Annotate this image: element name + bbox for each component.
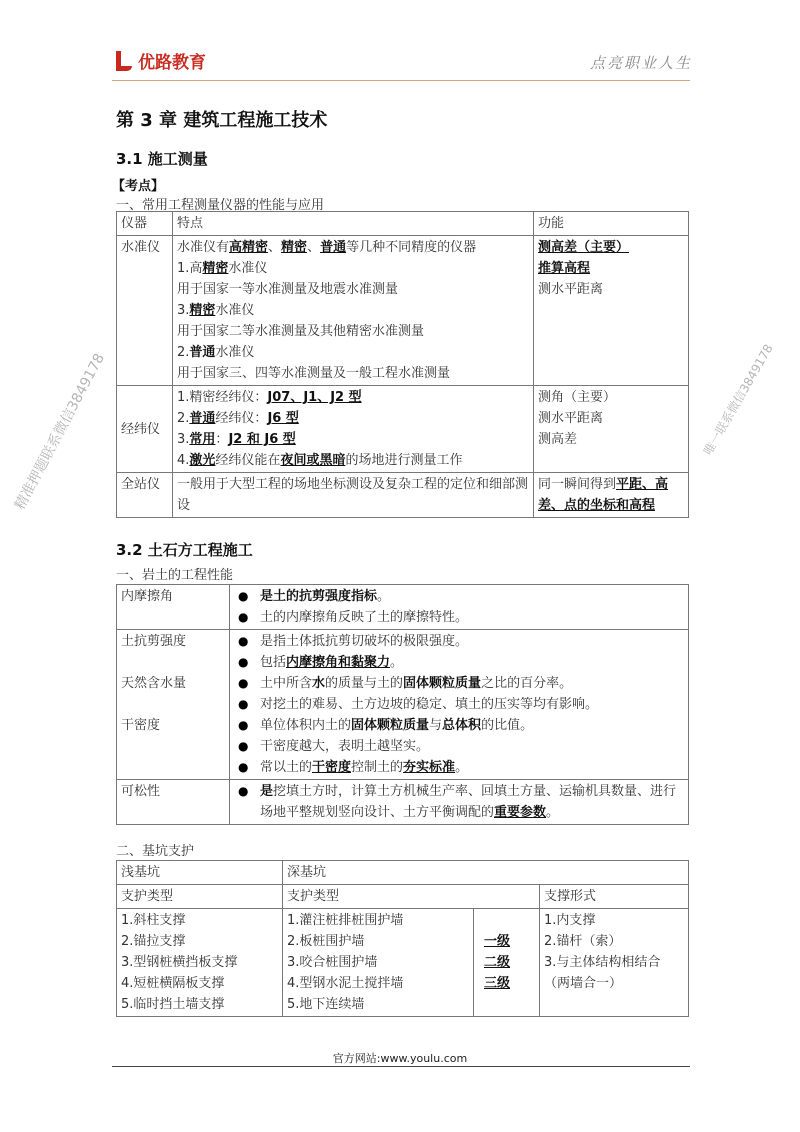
levels-cell xyxy=(474,909,540,1017)
pit-support-table xyxy=(116,860,689,1017)
list-item: 1.灌注桩排桩围护墙 xyxy=(287,913,404,928)
list-item: 5.地下连续墙 xyxy=(287,997,365,1012)
text-segment: 的场地进行测量工作 xyxy=(345,453,463,468)
text-segment: 水准仪 xyxy=(228,261,268,276)
text-segment: 3. xyxy=(177,432,190,447)
youlu-logo xyxy=(116,48,206,73)
bullets-cell xyxy=(230,585,689,630)
text-segment: 2. xyxy=(177,411,190,426)
emphasis-text: 是 xyxy=(260,784,274,799)
text-segment: 4. xyxy=(177,453,190,468)
text-segment: 常以土的 xyxy=(260,760,313,775)
text-segment: 干密度越大，表明土越坚实。 xyxy=(260,739,430,754)
text-line xyxy=(538,258,684,279)
emphasis-text: 总体积 xyxy=(442,718,482,733)
emphasis-text: 平距、高差、点的坐标和高程 xyxy=(538,477,669,513)
bullet-item xyxy=(234,586,684,607)
text-segment: 与 xyxy=(429,718,443,733)
text-segment: 土中所含 xyxy=(260,676,313,691)
brace-items-cell xyxy=(540,909,689,1017)
bullet-icon: ● xyxy=(238,634,249,648)
text-line xyxy=(177,342,529,363)
table-row xyxy=(117,780,689,825)
text-segment: 。 xyxy=(377,589,391,604)
watermark: 精准押题联系微信3849178 xyxy=(12,351,108,513)
text-segment: 包括 xyxy=(260,655,287,670)
list-item: 1.内支撑 xyxy=(544,913,596,928)
text-segment: 2. xyxy=(177,345,190,360)
text-line xyxy=(260,781,684,823)
features-cell xyxy=(173,236,534,386)
text-line xyxy=(260,694,598,715)
deep-items-cell xyxy=(283,909,474,1017)
emphasis-text: 夯实标准 xyxy=(403,760,456,775)
property-name: 天然含水量 xyxy=(121,676,187,691)
section-3-1-title: 3.1 施工测量 xyxy=(116,150,208,168)
table3-caption: 二、基坑支护 xyxy=(116,844,195,859)
table2-caption: 一、岩土的工程性能 xyxy=(116,568,234,583)
bullet-item xyxy=(234,757,684,778)
bullet-item xyxy=(234,673,684,694)
bullets-cell xyxy=(230,630,689,780)
text-segment: 的比值。 xyxy=(481,718,534,733)
bullet-item xyxy=(234,652,684,673)
list-item: 2.锚拉支撑 xyxy=(121,934,186,949)
bullet-item xyxy=(234,736,684,757)
text-segment: 经纬仪能在 xyxy=(215,453,281,468)
text-segment: 等几种不同精度的仪器 xyxy=(346,240,477,255)
text-segment: 挖填土方时，计算土方机械生产率、回填土方量、运输机具数量、进行场地平整规划竖向设计、土方平衡调配的 xyxy=(260,784,677,820)
text-segment: 用于国家一等水准测量及地震水准测量 xyxy=(177,282,399,297)
emphasis-text: 夜间或黑暗 xyxy=(280,453,346,468)
text-segment: 。 xyxy=(546,805,560,820)
table-row xyxy=(117,473,689,518)
logo-mark-icon xyxy=(116,51,134,71)
text-line xyxy=(538,279,684,300)
text-line xyxy=(538,474,684,516)
table-row xyxy=(117,585,689,630)
property-name: 可松性 xyxy=(121,784,161,799)
list-item: 3.与主体结构相结合（两墙合一） xyxy=(544,955,661,991)
text-line xyxy=(260,652,403,673)
text-line xyxy=(177,279,529,300)
text-segment: 3. xyxy=(177,303,190,318)
table1-caption: 一、常用工程测量仪器的性能与应用 xyxy=(116,198,325,213)
bullet-item xyxy=(234,781,684,823)
bullet-item xyxy=(234,631,684,652)
features-cell xyxy=(173,473,534,518)
header-cell: 特点 xyxy=(173,212,534,236)
emphasis-text: 干密度 xyxy=(312,760,352,775)
text-line xyxy=(177,321,529,342)
soil-properties-table xyxy=(116,584,689,825)
header-divider xyxy=(112,80,690,81)
text-segment: 水准仪有 xyxy=(177,240,230,255)
emphasis-text: 精密 xyxy=(202,261,229,276)
text-segment: 测水平距离 xyxy=(538,282,604,297)
text-line xyxy=(177,450,529,471)
emphasis-text: 固体颗粒质量 xyxy=(351,718,430,733)
table-row xyxy=(117,630,689,780)
emphasis-text: J2 和 J6 型 xyxy=(228,432,296,447)
text-line xyxy=(260,673,572,694)
text-line xyxy=(177,258,529,279)
emphasis-text: 常用 xyxy=(189,432,216,447)
emphasis-text: 固体颗粒质量 xyxy=(403,676,482,691)
emphasis-text: 普通 xyxy=(189,411,216,426)
bullet-icon: ● xyxy=(238,676,249,690)
features-cell xyxy=(173,386,534,473)
text-line xyxy=(177,363,529,384)
bullet-icon: ● xyxy=(238,718,249,732)
text-segment: 水准仪 xyxy=(215,303,255,318)
functions-cell xyxy=(534,473,689,518)
bullet-item xyxy=(234,715,684,736)
text-line xyxy=(177,408,529,429)
text-segment: 水准仪 xyxy=(215,345,255,360)
text-segment: 土的内摩擦角反映了土的摩擦特性。 xyxy=(260,610,469,625)
bullet-item xyxy=(234,694,684,715)
chapter-title: 第 3 章 建筑工程施工技术 xyxy=(116,110,328,131)
logo-text: 优路教育 xyxy=(138,53,206,73)
bullet-icon: ● xyxy=(238,760,249,774)
property-cell xyxy=(117,585,230,630)
property-name: 土抗剪强度 xyxy=(121,634,187,649)
list-item: 2.锚杆（索） xyxy=(544,934,622,949)
emphasis-text: J07、J1、J2 型 xyxy=(267,390,362,405)
header-cell: 功能 xyxy=(534,212,689,236)
shallow-items-cell xyxy=(117,909,283,1017)
list-item: 3.咬合桩围护墙 xyxy=(287,955,378,970)
table-header-row xyxy=(117,212,689,236)
text-segment: 一般用于大型工程的场地坐标测设及复杂工程的定位和细部测设 xyxy=(177,477,529,513)
instrument-name: 经纬仪 xyxy=(117,386,173,473)
text-line xyxy=(538,408,684,429)
text-segment: 经纬仪： xyxy=(215,411,268,426)
property-cell xyxy=(117,630,230,780)
text-segment: 控制土的 xyxy=(351,760,404,775)
text-segment: ： xyxy=(215,432,229,447)
emphasis-text: 推算高程 xyxy=(538,261,591,276)
text-segment: 用于国家三、四等水准测量及一般工程水准测量 xyxy=(177,366,451,381)
text-line xyxy=(538,429,684,450)
text-segment: 单位体积内土的 xyxy=(260,718,352,733)
table-row xyxy=(117,386,689,473)
bullet-icon: ● xyxy=(238,784,249,798)
emphasis-text: J6 型 xyxy=(267,411,299,426)
text-segment: 测高差 xyxy=(538,432,578,447)
property-name: 干密度 xyxy=(121,718,161,733)
bullet-icon: ● xyxy=(238,655,249,669)
text-line xyxy=(177,300,529,321)
bullets-cell xyxy=(230,780,689,825)
list-item: 3.型钢桩横挡板支撑 xyxy=(121,955,238,970)
text-segment: 1.高 xyxy=(177,261,203,276)
text-segment: 是指土体抵抗剪切破坏的极限强度。 xyxy=(260,634,469,649)
support-type-header-deep: 支护类型 xyxy=(283,885,540,909)
text-segment: 用于国家二等水准测量及其他精密水准测量 xyxy=(177,324,425,339)
list-item: 1.斜柱支撑 xyxy=(121,913,186,928)
functions-cell xyxy=(534,236,689,386)
text-segment: 。 xyxy=(390,655,404,670)
kaodian-label: 【考点】 xyxy=(112,179,165,194)
text-segment: 对挖土的难易、土方边坡的稳定、填土的压实等均有影响。 xyxy=(260,697,599,712)
text-line xyxy=(260,607,468,628)
text-line xyxy=(538,237,684,258)
list-item: 二级 xyxy=(484,955,511,970)
deep-pit-header: 深基坑 xyxy=(283,861,689,885)
list-item: 三级 xyxy=(484,976,511,991)
emphasis-text: 普通 xyxy=(320,240,347,255)
bullet-icon: ● xyxy=(238,610,249,624)
text-line xyxy=(260,631,468,652)
list-item: 4.短桩横隔板支撑 xyxy=(121,976,225,991)
bullet-icon: ● xyxy=(238,697,249,711)
emphasis-text: 激光 xyxy=(189,453,216,468)
emphasis-text: 重要参数 xyxy=(494,805,547,820)
emphasis-text: 内摩擦角和黏聚力 xyxy=(286,655,391,670)
functions-cell xyxy=(534,386,689,473)
text-segment: 测水平距离 xyxy=(538,411,604,426)
brace-form-header: 支撑形式 xyxy=(540,885,689,909)
footer-divider xyxy=(112,1066,690,1067)
text-line xyxy=(260,757,468,778)
footer-site: 官方网站:www.youlu.com xyxy=(332,1052,468,1065)
emphasis-text: 是土的抗剪强度指标 xyxy=(260,589,378,604)
text-segment: 同一瞬间得到 xyxy=(538,477,617,492)
bullet-icon: ● xyxy=(238,739,249,753)
list-item: 一级 xyxy=(484,934,511,949)
text-line xyxy=(260,715,533,736)
text-segment: 测角（主要） xyxy=(538,390,617,405)
text-segment: 、 xyxy=(307,240,321,255)
emphasis-text: 高精密 xyxy=(229,240,269,255)
list-item: 5.临时挡土墙支撑 xyxy=(121,997,225,1012)
header-slogan: 点亮职业人生 xyxy=(589,54,692,72)
property-cell xyxy=(117,780,230,825)
text-segment: 1.精密经纬仪： xyxy=(177,390,268,405)
instrument-table xyxy=(116,211,689,518)
support-type-header: 支护类型 xyxy=(117,885,283,909)
text-line xyxy=(177,237,529,258)
header-cell: 仪器 xyxy=(117,212,173,236)
text-segment: 、 xyxy=(268,240,282,255)
instrument-name: 水准仪 xyxy=(117,236,173,386)
text-line xyxy=(177,474,529,516)
emphasis-text: 精密 xyxy=(189,303,216,318)
list-item: 4.型钢水泥土搅拌墙 xyxy=(287,976,404,991)
bullet-icon: ● xyxy=(238,589,249,603)
bullet-item xyxy=(234,607,684,628)
text-line xyxy=(260,736,429,757)
text-line xyxy=(538,387,684,408)
emphasis-text: 精密 xyxy=(281,240,308,255)
text-line xyxy=(177,429,529,450)
shallow-pit-header: 浅基坑 xyxy=(117,861,283,885)
text-segment: 。 xyxy=(455,760,469,775)
text-segment: 的质量与土的 xyxy=(325,676,404,691)
text-line xyxy=(260,586,390,607)
table-row xyxy=(117,236,689,386)
emphasis-text: 水 xyxy=(312,676,326,691)
property-name: 内摩擦角 xyxy=(121,589,174,604)
instrument-name: 全站仪 xyxy=(117,473,173,518)
text-segment: 之比的百分率。 xyxy=(481,676,573,691)
watermark: 唯一联系微信3849178 xyxy=(700,341,776,458)
text-line xyxy=(177,387,529,408)
list-item: 2.板桩围护墙 xyxy=(287,934,365,949)
section-3-2-title: 3.2 土石方工程施工 xyxy=(116,541,253,559)
emphasis-text: 测高差（主要） xyxy=(538,240,630,255)
emphasis-text: 普通 xyxy=(189,345,216,360)
